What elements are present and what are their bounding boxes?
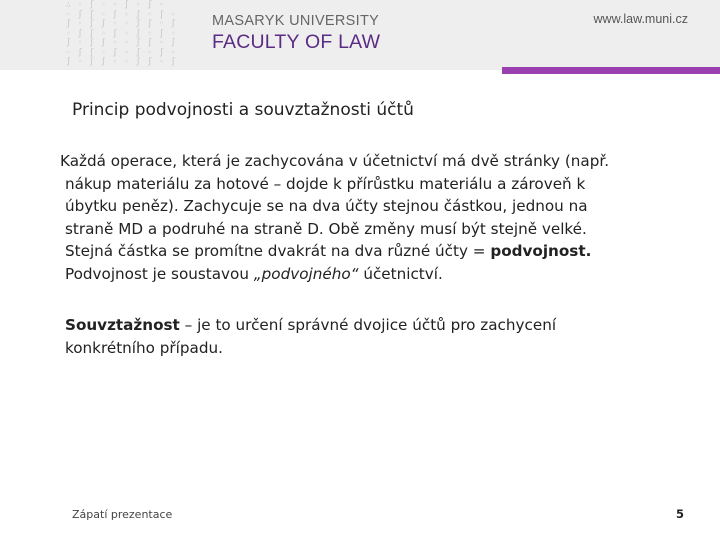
principle-paragraph (60, 150, 670, 285)
souvztaznost-paragraph (65, 314, 665, 359)
paragraph-line (65, 314, 665, 337)
page-number: 5 (675, 507, 684, 521)
slide-title: Princip podvojnosti a souvztažnosti účtů (72, 100, 414, 120)
line-text: Stejná částka se promítne dvakrát na dva různé účty = (65, 242, 491, 260)
line-text: Podvojnost je soustavou (65, 264, 254, 283)
faculty-name: FACULTY OF LAW (212, 31, 381, 53)
paragraph-line: konkrétního případu. (65, 338, 223, 357)
header-band (0, 0, 720, 70)
term-podvojnost: podvojnost. (490, 242, 592, 260)
accent-bar (502, 67, 720, 74)
paragraph-line (60, 240, 670, 263)
logo-symbol-pattern: ∴ ◦ ∫ ◦ ◦ ∫ ◦ ∫ ◦ ◦ ∫ ∫ ◦ ∫ ◦ ∫ ◦ ∫ ◦ ∫ ◦ ∫ ∫ ◦ ◦ ∫ ∫ ◦ ∫ ◦ ∫ ∫ ◦ ∫ ◦ ∫ ◦ ∫ ◦ ∫ ◦ ∫ ∫ ◦ ◦ ∫ ∫ ◦ ∫ ◦ ∫ ∫ ◦ ∫ ◦ ∫ ◦ ∫ ◦ ∫ ◦ ∫ ∫ ◦ ◦ ∫ ∫ ◦ ∫ (66, 0, 177, 66)
footer-text: Zápatí prezentace (72, 508, 173, 521)
line-text: – je to určení správné dvojice účtů pro zachycení (179, 316, 557, 334)
paragraph-line: straně MD a podruhé na straně D. Obě změny musí být stejně velké. (65, 219, 587, 238)
website-url[interactable]: www.law.muni.cz (593, 12, 688, 26)
paragraph-line (60, 263, 670, 286)
paragraph-line: nákup materiálu za hotové – dojde k přírůstku materiálu a zároveň k (65, 174, 586, 193)
line-text: účetnictví. (358, 264, 443, 283)
term-souvztaznost: Souvztažnost (65, 316, 180, 334)
paragraph-line: Každá operace, která je zachycována v účetnictví má dvě stránky (např. (60, 152, 610, 170)
university-name: MASARYK UNIVERSITY (212, 13, 380, 29)
paragraph-line: úbytku peněz). Zachycuje se na dva účty stejnou částkou, jednou na (65, 197, 588, 215)
italic-term: „podvojného“ (253, 264, 359, 283)
